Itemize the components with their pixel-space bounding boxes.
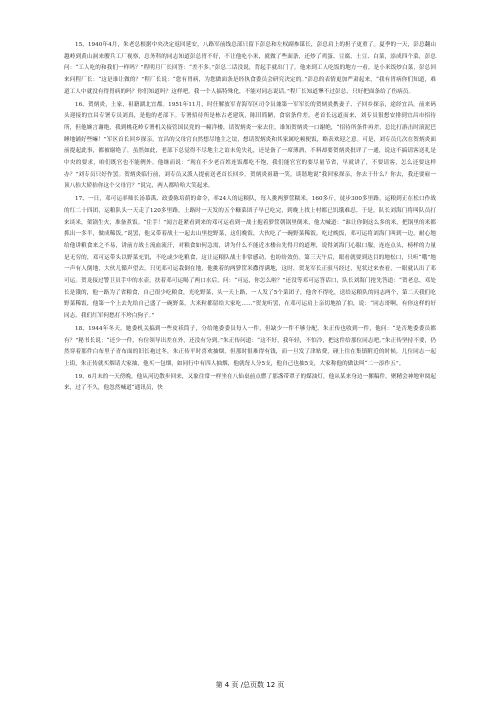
document-body	[64, 40, 436, 672]
paragraph-19: 19、6月末的一天傍晚，他从河边散步回来，又象往常一样坐在八仙桌前点燃了那盏带罩子的煤油灯，他从某来身边一摞稿件，聚精会神地审阅起来，过了不久，他忽然喊道“通讯员，快	[64, 373, 436, 392]
paragraph-17: 17、一日，邓可运率师长汤慕禹、政委陈培荫的命令，率24人的运粮队，每人挑两箩筐糯米，160多斤，徒步300多里路，运粮到正在松口作战的红二十四团，运粮队头一天走了120多里路，上路时一天发的五个糠菜团子早已吃完，到晚上找上村都已饥饿难忍。于是，队长刘海门将叫队员打来谈米，架锅生火，准备煮饭。“住手！”闻言赶紧看到来的邓可运看到一战士抱着箩筐朝锅里倒米，他大喊道：“谁让你倒这么多的米，把锅里的米都抓出一多半，做成稀饭。”说罢，他又带着战士一起去山里挖野菜，这们晚饭，大伙吃了一碗野菜稀饭。吃过晚饭，邓可运将刘海门叫到一边，耐心地给他讲粮食来之不易，讲前方战士流血流汗，对粮食如何急需，讲为什么不能近水楼台先得月的道理，说得刘海门心服口服，连连点头，榜样的力量是无穷的，邓可运带头以野菜充饥，不吃或少吃粮食，这让运粮队战士非常感动，也纷纷效仿。第三天午后，眼看就要到达目的地松口，只听“哦”地一声有人倒地，大伙儿循声望去，只见邓可运栽倒在地，他挑着的两箩筐米撒得满地，这时，贺龙军长正驭马经过，见状过来查看，一眼就认出了邓可运。贺龙接过警卫员手中的水壶，扶着邓可运喝了两口水后，问：“可运，你怎么啦？”还没等邓可运答话口，队长刘海门抢先答道：“贺老总，邓处长是饿的，他一路为了省粮食，自己很少吃粮食，光吃野菜，头一天上路，一人发了5个菜团子，他舍不得吃，送给运粮队的同志两个，第二天我们吃野菜稀饭，他第一个上去先给自己盛了一碗野菜，大米粒都留给大家吃……”贺龙听罢，在邓可运肩上亲切地拍了拍，说：“同志哥啊，有你这样的好同志，我们红军何愁打不垮白狗子。”	[64, 196, 436, 320]
paragraph-18: 18、1944年冬天，她委机关搞到一些皮袄筒子，分给地委委员每人一件，但缺少一件不够分配，朱正传也收到一件，他问：“是否地委委员都有？”秘书长说：“还少一件，有位领导出差在外，还没有分到。”朱正传问道：“这不好，我年轻，不怕冷，把这件给那位同志吧。”朱正传坚持不要，仍然穿着那件白布里子青布面的旧长袍过冬，朱正传平时喜欢抽烟，但那时很难得有钱，而一旦发了津贴费，碰上往在集镇附近的时候，几位同志一起上街，朱正传就买烟请大家抽，他买一包烟，如同行中有四人抽烟，他就每人分5支，他自己也抽5支，大家称他的做法叫“二一添作五”。	[64, 325, 436, 367]
paragraph-15: 15、1940年4月，朱老总根据中央决定返回延安，八路军前线总部只留下彭总和左权副参谋长，彭总肩上的担子更重了。夏季的一天，彭总翻山越岭到黄山洞来艘兵工厂视察，总务科的同志知道彭总胃不好，不让他吃小米，就做了些面条，还炒了鸡蛋、豆腐、土豆、白菜，添成四个菜，彭总问：“工人吃的和我们一样吗？”程明月厂长回答：“差不多。”彭总二话没说，背起手就出门了。他来到工人吃饭的地方一看，是小米饭炒白菜，彭总回来问程厂长：“这是谁让做的？”程厂长说：“您有胃病，为您做面条是经执食委员会研究决定的。”彭总的表情更加严肃起来，“我有胃病你们知道，难道工人中就没有得胃病的吗？你们知道吗？这样吧，我一个人搞特殊化，不能对同志说话。”程厂长知道犟不过彭总，只好把面条给了伤病员。	[64, 42, 436, 95]
page-footer: 第 4 页 /总页数 12 页	[215, 681, 285, 689]
paragraph-16: 16、贺炳炎，土家，祖籍湖北宜都。1951年11月，时任解放军青海军区司令员兼第一军军长的贺炳炎携妻子、子回乡探亲，途经宜昌。前来码头迎接的宜昌专署专员刘真，是他的老部下。专署招待所是栋古老建筑，陈旧简陋，食宿条件差。老首长远道而来，刘专员很想安排到宜昌市招待所，但他婉言谢绝，我到桃花岭专署机关接管国民党的一幢洋楼，请贺炳炎一家去住，谁知贺炳炎一口谢绝，“招待所条件再差，总比打游击时滚泥巴睡地铺好些嘛！”军区首长回乡探亲，宜昌的父母官自然想尽地主之谊，想请贺炳炎和其家属吃顿便饭，略表欢迎之意。可是，刘专员几次在贺炳炎面前提起此事，都被谢绝了，虽然如此，老部下总觉得不尽地主之谊未免失礼，还是备了一席薄酒，不料却要贺炳炎批评了一通，说这不搞请客送礼是中央的要求，咱们既官也不能例外。他继而说：“现在不少老百姓连饭都吃不饱，我们能官官的要尽量节省，早就讲了，不要请客，怎么还要这样办？”刘专员只好作罢。贺炳炎临行前，刘专员又派人提前送老首长回乡。贺炳炎祖籍一笑，谈谐地说“我回家探亲，你去干什么？你去，我还要雇一顶八抬大轿抬你这个父母官？”说完，两人都哈哈大笑起来。	[64, 101, 436, 190]
